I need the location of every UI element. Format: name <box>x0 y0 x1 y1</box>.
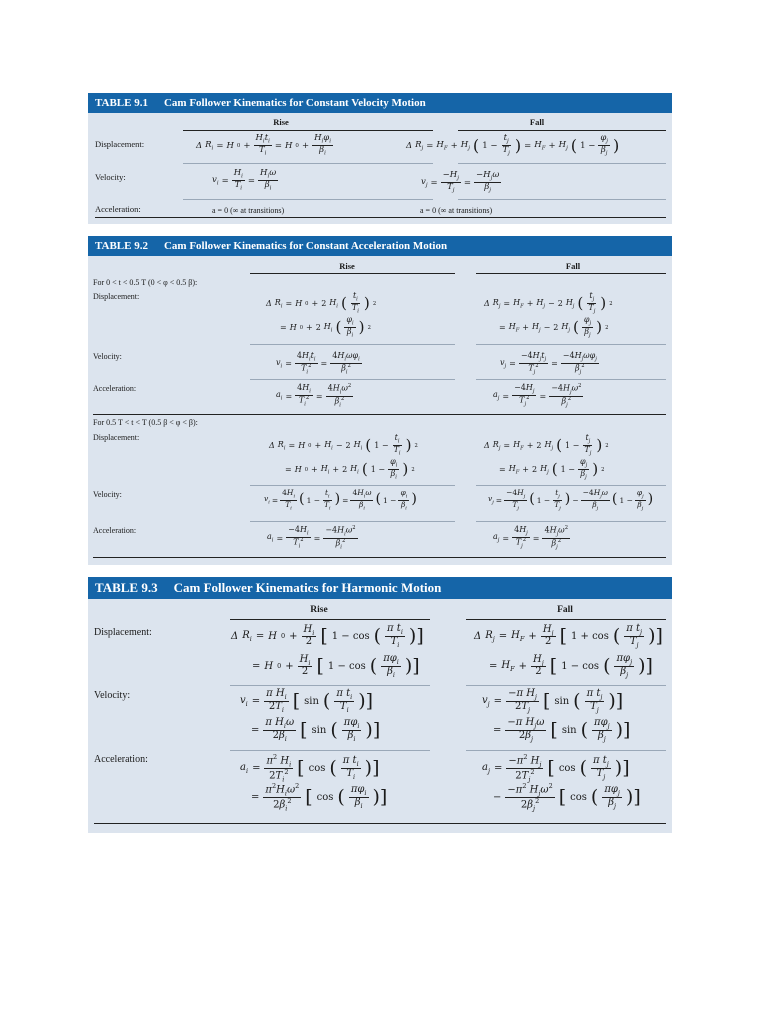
row-label-velocity-2: Velocity: <box>93 490 122 499</box>
fall-velocity-equation: $v_j$ = $-H_j$ $T_j$ = $-H_j\omega$ $\beta_j$ <box>421 170 500 195</box>
row-divider <box>476 344 666 345</box>
table-label: TABLE 9.2 <box>95 240 148 252</box>
table-9-3-header <box>88 577 672 599</box>
header-rule <box>183 130 433 131</box>
row-divider <box>466 685 666 686</box>
row-label-acceleration: Acceleration: <box>94 754 148 765</box>
fall-velocity-eq-1: $v_j$ = −π $H_j$ $2T_j$ [ sin ( π $t_j$ $T_j$ )] <box>482 688 624 714</box>
rise-displacement-eq-4: = H 0 + $H_i$ + 2 $H_i$ ( 1 − $\frac{\varphi_i}{\beta_i}$ ) 2 <box>285 457 415 481</box>
rise-displacement-eq-2: = H 0 + $H_i$ 2 [ 1 − cos ( $\pi\varphi_i$ $\beta_i$ )] <box>252 653 420 679</box>
rise-column-header: Rise <box>310 605 328 615</box>
table-title: Cam Follower Kinematics for Constant Velocity Motion <box>163 97 426 109</box>
row-label-velocity: Velocity: <box>93 352 122 361</box>
header-rule <box>476 273 666 274</box>
rise-acceleration-eq: $a_i$ = $4H_i$ $T_i^2$ = $4H_i\omega^2$ $\beta_i^2$ <box>276 383 352 408</box>
section-divider <box>93 414 666 415</box>
table-bottom-rule <box>94 823 666 824</box>
row-divider <box>230 750 430 751</box>
header-rule <box>466 619 666 620</box>
row-label-displacement-2: Displacement: <box>93 433 140 442</box>
rise-velocity-eq-1: $v_i$ = π $H_i$ $2T_i$ [ sin ( π $t_i$ $T_i$ )] <box>240 688 374 714</box>
rise-acceleration-eq-2: $a_i$ = $-4H_i$ $T_i^2$ = $-4H_i\omega^2$ $\beta_i^2$ <box>267 525 356 550</box>
fall-displacement-eq-2: = $H_F$ + $H_j$ − 2 $H_j$ ( $\varphi_j$ $\beta_j$ ) 2 <box>499 315 609 339</box>
table-title: Cam Follower Kinematics for Constant Acceleration Motion <box>163 240 448 252</box>
fall-acceleration-eq: $a_j$ = $-4H_j$ $T_j^2$ = $-4H_j\omega^2$ $\beta_j^2$ <box>493 383 582 408</box>
fall-velocity-eq: $v_j$ = $-4H_jt_j$ $T_j^2$ = $-4H_j\omega\varphi_j$ $\beta_j^2$ <box>500 351 597 376</box>
rise-column-header: Rise <box>339 261 355 271</box>
row-divider <box>476 521 666 522</box>
fall-acceleration-eq-1: $a_j$ = $-\pi^2$ $H_j$ $2T_j^2$ [ cos ( π $t_j$ $T_j$ )] <box>482 753 630 784</box>
rise-velocity-eq: $v_i$ = $4H_it_i$ $T_i^2$ = $4H_i\omega\varphi_i$ $\beta_i^2$ <box>276 351 360 376</box>
fall-column-header: Fall <box>565 261 581 271</box>
fall-displacement-eq-4: = $H_F$ + 2 $H_j$ ( 1 − $\frac{\varphi_j}{\beta_j}$ ) 2 <box>499 457 605 481</box>
rise-velocity-eq-2: $v_i$ = $4H_i$ $T_i$ ( 1 − $\frac{t_i}{T_i}$ ) = $4H_i\omega$ $\beta_i$ ( 1 − $\frac{\varphi_i}{\beta_i}$ ) <box>264 488 417 512</box>
row-label-velocity: Velocity: <box>94 690 131 701</box>
header-rule <box>458 130 666 131</box>
fall-displacement-eq-2: = $H_F$ + $H_j$ 2 [ 1 − cos ( $\pi\varphi_j$ $\beta_j$ )] <box>489 653 653 679</box>
row-divider <box>250 521 455 522</box>
row-divider <box>250 485 455 486</box>
table-title: Cam Follower Kinematics for Harmonic Motion <box>173 580 442 595</box>
header-rule <box>250 273 455 274</box>
table-9-2-header <box>88 236 672 256</box>
row-label-displacement: Displacement: <box>95 139 145 149</box>
row-divider <box>458 199 666 200</box>
fall-displacement-eq-1: Δ $R_j$ = $H_F$ + $H_j$ 2 [ 1 + cos ( π $t_j$ $T_j$ )] <box>474 623 663 649</box>
fall-velocity-eq-2: = −π $H_j\omega$ $2\beta_j$ [ sin ( $\pi\varphi_j$ $\beta_j$ )] <box>493 717 631 743</box>
rise-acceleration-eq-1: $a_i$ = $\pi^2$ $H_i$ $2T_i^2$ [ cos ( π $t_i$ $T_i$ )] <box>240 753 380 784</box>
header-rule <box>230 619 430 620</box>
rise-displacement-eq-1: Δ $R_i$ = H 0 + $H_i$ 2 [ 1 − cos ( π $t_i$ $T_i$ )] <box>231 623 424 649</box>
table-label: TABLE 9.1 <box>95 97 148 109</box>
fall-displacement-eq-1: Δ $R_j$ = $H_F$ + $H_j$ − 2 $H_j$ ( $t_j$ $T_j$ ) 2 <box>484 291 613 315</box>
row-divider <box>183 199 433 200</box>
section-label-second-half: For 0.5 T < t < T (0.5 β < φ < β): <box>93 418 198 427</box>
row-divider <box>476 485 666 486</box>
rise-displacement-equation: Δ $R_i$ = H 0 + $H_it_i$ $T_i$ = H 0 + $H_i\varphi_i$ $\beta_i$ <box>196 133 331 158</box>
fall-column-header: Fall <box>557 605 573 615</box>
fall-displacement-equation: Δ $R_j$ = $H_F$ + $H_j$ ( 1 − $\frac{t_j}{T_j}$ ) = $H_F$ + $H_j$ ( 1 − $\frac{\varphi_j}{\beta_j}$ ) <box>406 133 620 158</box>
row-label-acceleration: Acceleration: <box>93 384 137 393</box>
fall-column-header: Fall <box>529 117 545 127</box>
fall-acceleration-eq-2: $a_j$ = $4H_j$ $T_j^2$ = $4H_j\omega^2$ $\beta_j^2$ <box>493 525 569 550</box>
row-divider <box>230 685 430 686</box>
row-divider <box>250 379 455 380</box>
table-9-1 <box>88 93 672 224</box>
rise-column-header: Rise <box>273 117 289 127</box>
row-divider <box>183 163 433 164</box>
row-label-velocity: Velocity: <box>95 172 126 182</box>
row-divider <box>476 379 666 380</box>
row-divider <box>458 163 666 164</box>
row-divider <box>466 750 666 751</box>
fall-displacement-eq-3: Δ $R_j$ = $H_F$ + 2 $H_j$ ( 1 − $\frac{t_j}{T_j}$ ) 2 <box>484 433 609 457</box>
rise-velocity-eq-2: = π $H_i\omega$ $2\beta_i$ [ sin ( $\pi\varphi_i$ $\beta_i$ )] <box>251 717 381 743</box>
table-9-2 <box>88 236 672 565</box>
rise-displacement-eq-3: Δ $R_i$ = H 0 + $H_i$ − 2 $H_i$ ( 1 − $\frac{t_i}{T_i}$ ) 2 <box>269 433 418 457</box>
section-label-first-half: For 0 < t < 0.5 T (0 < φ < 0.5 β): <box>93 278 198 287</box>
row-label-acceleration-2: Acceleration: <box>93 526 137 535</box>
fall-acceleration-text: a = 0 (∞ at transitions) <box>420 206 493 215</box>
rise-displacement-eq-2: = H 0 + 2 $H_i$ ( $\varphi_i$ $\beta_i$ ) 2 <box>280 315 371 339</box>
rise-acceleration-eq-2: = $\pi^2H_i\omega^2$ $2\beta_i^2$ [ cos ( $\pi\varphi_i$ $\beta_i$ )] <box>251 782 388 813</box>
rise-velocity-equation: $v_i$ = $H_i$ $T_i$ = $H_i\omega$ $\beta_i$ <box>212 168 277 193</box>
fall-acceleration-eq-2: − $-\pi^2$ $H_j\omega^2$ $2\beta_j^2$ [ cos ( $\pi\varphi_j$ $\beta_j$ )] <box>493 782 641 813</box>
rise-displacement-eq-1: Δ $R_i$ = H 0 + 2 $H_i$ ( $t_i$ $T_i$ ) 2 <box>266 291 377 315</box>
fall-velocity-eq-2: $v_j$ = $-4H_j$ $T_j$ ( 1 − $\frac{t_j}{T_j}$ ) − $-4H_j\omega$ $\beta_j$ ( 1 − $\frac{\varphi_j}{\beta_j}$ ) <box>488 488 654 512</box>
row-label-displacement: Displacement: <box>93 292 140 301</box>
row-divider <box>250 344 455 345</box>
table-9-1-header <box>88 93 672 113</box>
rise-acceleration-text: a = 0 (∞ at transitions) <box>212 206 285 215</box>
table-bottom-rule <box>93 557 666 558</box>
table-bottom-rule <box>95 217 666 218</box>
row-label-acceleration: Acceleration: <box>95 204 141 214</box>
row-label-displacement: Displacement: <box>94 627 152 638</box>
table-9-3 <box>88 577 672 833</box>
table-label: TABLE 9.3 <box>95 580 158 595</box>
